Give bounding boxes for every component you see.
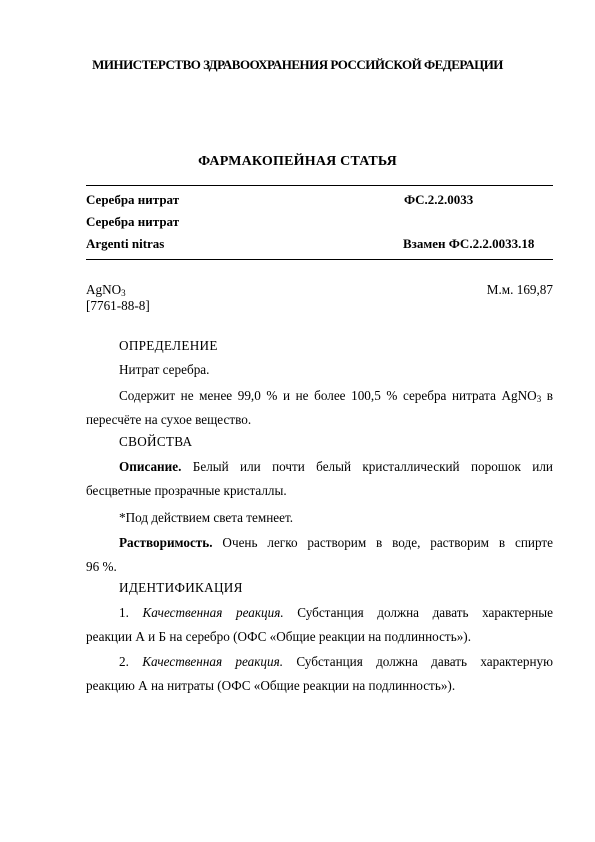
replaces-code: Взамен ФС.2.2.0033.18: [403, 236, 535, 251]
solubility-paragraph: [86, 531, 553, 578]
substance-name-ru: Серебра нитрат: [86, 192, 180, 207]
definition-paragraph-2: [86, 384, 553, 431]
header-row-2: [86, 214, 553, 230]
solubility-line1: Растворимость. Очень легко растворим в воде, растворим в спирте: [119, 535, 553, 550]
substance-name-latin: Argenti nitras: [86, 236, 165, 251]
light-note-paragraph: *Под действием света темнеет.: [119, 510, 294, 525]
solubility-line2: 96 %.: [86, 558, 117, 574]
monograph-code: ФС.2.2.0033: [404, 192, 474, 207]
identification-test-1: [86, 601, 553, 648]
identification-2-line1: 2. Качественная реакция. Субстанция должна давать характерную: [119, 654, 553, 669]
identification-2-label: Качественная реакция.: [142, 654, 284, 669]
molecular-weight: М.м. 169,87: [486, 282, 553, 297]
description-line2: бесцветные прозрачные кристаллы.: [86, 482, 287, 498]
definition-p2-line2: пересчёте на сухое вещество.: [86, 411, 252, 427]
header-row-3: [86, 236, 553, 252]
header-rule-top: [86, 185, 553, 186]
ministry-header: МИНИСТЕРСТВО ЗДРАВООХРАНЕНИЯ РОССИЙСКОЙ ФЕДЕРАЦИИ: [92, 57, 503, 72]
chemical-formula: AgNO$_3$: [86, 282, 126, 298]
cas-row: [86, 298, 553, 314]
section-heading-definition: ОПРЕДЕЛЕНИЕ: [119, 338, 218, 353]
identification-2-line2: реакцию А на нитраты (ОФС «Общие реакции на подлинность»).: [86, 677, 456, 693]
header-row-1: [86, 192, 553, 208]
cas-number: [7761-88-8]: [86, 298, 150, 313]
identification-1-line2: реакции А и Б на серебро (ОФС «Общие реакции на подлинность»).: [86, 628, 471, 644]
section-heading-properties: СВОЙСТВА: [119, 434, 193, 449]
identification-1-line1: 1. Качественная реакция. Субстанция должна давать характерные: [119, 605, 554, 620]
section-heading-identification: ИДЕНТИФИКАЦИЯ: [119, 580, 243, 595]
definition-paragraph-1: Нитрат серебра.: [119, 362, 210, 377]
substance-name-ru-2: Серебра нитрат: [86, 214, 180, 229]
description-line1: Описание. Белый или почти белый кристаллический порошок или: [119, 459, 553, 474]
formula-row: [86, 282, 553, 298]
description-label: Описание.: [119, 459, 182, 474]
document-title: ФАРМАКОПЕЙНАЯ СТАТЬЯ: [198, 154, 397, 169]
description-paragraph: [86, 455, 553, 502]
identification-1-label: Качественная реакция.: [142, 605, 284, 620]
solubility-label: Растворимость.: [119, 535, 213, 550]
definition-p2-line1: Содержит не менее 99,0 % и не более 100,5 % серебра нитрата AgNO$_3$ в: [119, 388, 554, 404]
header-rule-bottom: [86, 259, 553, 260]
identification-test-2: [86, 650, 553, 697]
